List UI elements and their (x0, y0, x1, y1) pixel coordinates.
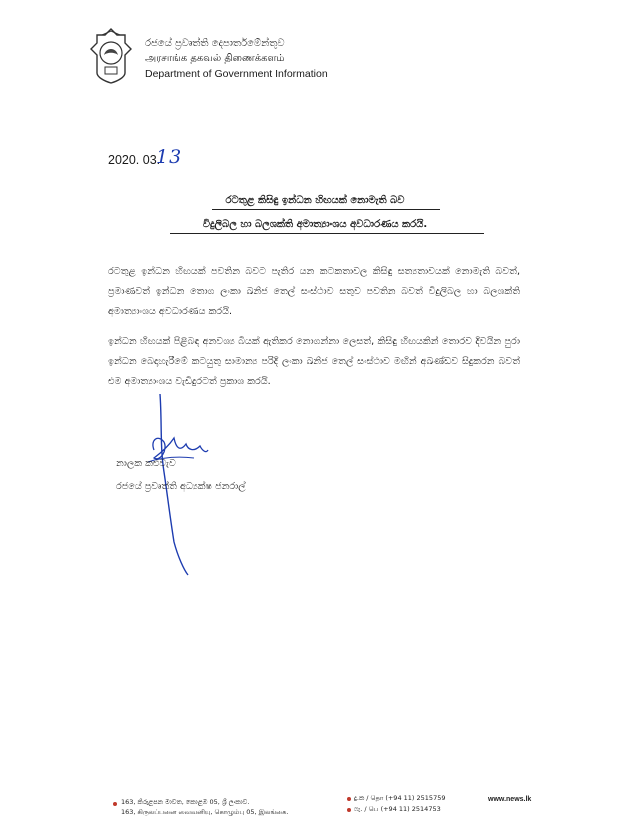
phone-label: දු.ක / தொ (354, 794, 384, 802)
footer-bullet-address (113, 802, 117, 806)
title-line-2: විදුලිබල හා බලශක්ති අමාත්‍යාංශය අවධාරණය කරයි. (202, 219, 428, 230)
body-paragraph-1: රටතුළ ඉන්ධන හිඟයක් පවතින බවට පැතිර යන කටකතාවල කිසිඳු සත්‍යතාවයක් නොමැති බවත්, ප්‍රමාණවත් ඉන්ධන තොග ලංකා ඛනිජ තෙල් සංස්ථාව සතුව පවතින බවත් විදුලිබල හා බලශක්ති අමාත්‍යාංශය අවධාරණය කරයි. (108, 266, 520, 317)
body-paragraph-2: ඉන්ධන හිඟයක් පිළිබඳ අනවශ්‍ය බියක් ඇතිකර නොගන්නා ලෙසත්, කිසිඳු හිඟයකින් තොරව දිවයින පුරා ඉන්ධන බෙදාහැරීමේ කටයුතු සාමාන්‍ය පරිදි ලංකා ඛනිජ තෙල් සංස්ථාව මඟින් අඛණ්ඩව සිදුකරන බවත් එම අමාත්‍යාංශය වැඩිදුරටත් ප්‍රකාශ කරයි. (108, 336, 520, 387)
title-underline-2 (170, 233, 484, 234)
letterhead-tamil: அரசாங்க தகவல் திணைக்களம் (145, 53, 285, 64)
title-underline-1 (212, 209, 440, 210)
date-printed: 2020. 03. (108, 153, 161, 167)
title-line-1: රටතුළ කිසිඳු ඉන්ධන හිඟයක් නොමැති බව (225, 195, 405, 206)
date-handwritten-day: 13 (156, 146, 183, 168)
letterhead-sinhala: රජයේ ප්‍රවෘත්ති දෙපාර්තමේන්තුව (145, 38, 285, 49)
fax-number: (+94 11) 2514753 (380, 805, 441, 813)
phone-number: (+94 11) 2515759 (385, 794, 446, 802)
footer-bullet-fax (347, 808, 351, 812)
national-emblem-icon (90, 27, 132, 85)
letterhead-english: Department of Government Information (145, 68, 328, 80)
footer-website-link[interactable]: www.news.lk (488, 796, 532, 803)
signatory-name: නාලක කළුවැව (116, 458, 176, 469)
signatory-title: රජයේ ප්‍රවෘත්ති අධ්‍යක්ෂ ජනරාල් (116, 481, 246, 492)
footer-fax (354, 805, 441, 814)
footer-address-tamil: 163, கிருலப்பனை வைவனியு, கொழும்பு 05, இலங்கை. (121, 808, 289, 816)
footer-bullet-phone (347, 797, 351, 801)
footer-address-sinhala: 163, කිරුළපන මාවත, කොළඹ 05, ශ්‍රී ලංකාව. (121, 798, 250, 806)
fax-label: ෆැ. / பெ (354, 805, 379, 813)
footer-phone (354, 794, 445, 803)
